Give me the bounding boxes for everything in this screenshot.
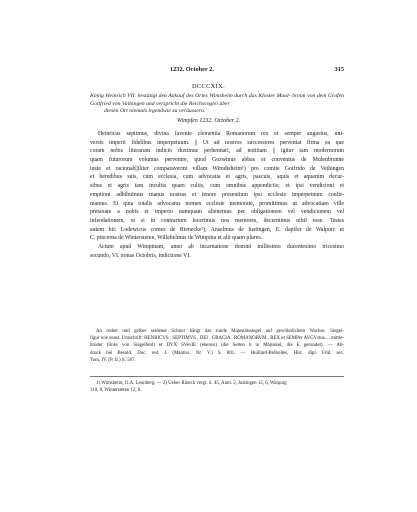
- charter-text: [90, 130, 344, 260]
- text-line: Actum apud Wimpinam, anno ab incarnatione domini millesimo ducentesimo tricesimo: [98, 243, 344, 250]
- regest-summary: [90, 93, 344, 116]
- regest-line: König Heinrich VII. bestätigt den Ankauf des Ortes Wimsheim durch das Kloster Maul-: [90, 93, 291, 99]
- text-line: mamus. Et quia totalis advocatus nomen ecclesie memorate, promittimus ut advocatiam ville: [90, 200, 344, 207]
- page-number: 315: [334, 66, 344, 73]
- text-line: Heinricus septimus, divina favente clementia Romanorum rex et semper augustus, uni-: [98, 131, 344, 137]
- document-number: DCCCXIX.: [191, 83, 226, 90]
- footnotes: [90, 380, 344, 394]
- header-date: 1232. October 2.: [170, 66, 214, 73]
- text-line: infeodationem, et si in contrarium fecerimus nos memores, decernimus nihil esse. Testes: [90, 217, 344, 224]
- place-and-date: Wimpfen 1232. October 2.: [176, 118, 241, 124]
- text-line: coram nobis literarum indicio duximus perhennari, ad notitiam || igitur tam modernorum: [90, 148, 344, 155]
- text-line: versis imperii fidelibus imperpetuum. || Ut ad nostros successores perveniat firma ea que: [90, 139, 344, 146]
- note-line: An rother und gelber seidener Schnur hängt das runde Majestätssiegel auf gewöhnlichem Wachse. Siegel-: [96, 329, 344, 334]
- text-line: pretaxate a nobis et imperio numquam alienemus per obligationem vel vendicionem vel: [90, 209, 344, 216]
- text-line: quam futurorum volumus pervenire, quod Gozwinus abbas et conventus de Mulenbrunne: [90, 157, 344, 164]
- footnote-line: 110, 8, Wintersteten 12, 8.: [90, 388, 142, 394]
- running-header: [90, 66, 344, 76]
- seal-description-note: [90, 328, 344, 364]
- text-line: emptioni adhibuimus manus nostras et tenore presentium ipsi ecclesie imperpetuum confir-: [90, 191, 344, 198]
- note-line: Tom. IV. (P. II.) S. 587.: [90, 357, 136, 363]
- text-line: secundo, VI. nonas Octobris, indictione VI.: [90, 252, 191, 259]
- footnote-line: 1) Wimsheim, O.A. Leonberg. — 2) Ueber Rineck vergl. S. 45, Anm. 2, Justingen 12, 6, Walpurg: [96, 381, 287, 386]
- text-line: et heredibus suis, cum ecclesia, cum advocatia et agris, pascuis, aquis et aquarum decur-: [90, 174, 344, 181]
- regest-line: diesen Ort niemals irgendwie zu veräussern.: [104, 108, 206, 115]
- text-line: C. pincerna de Wintersteten, Willehelmus de Wimpina et alii quam plures.: [90, 235, 263, 242]
- note-line: figur wie sonst. Umschrift: HENRICVS . SEPTIMVS . DEI . GRACIA . ROMANORVM . REX et SEMPer AVGVstus.... mittle-: [90, 336, 344, 342]
- text-line: autem hii: Lodewicus comes de Rienecke²), Anselmus de Iustingen, E. dapifer de Walpurc et: [90, 226, 344, 233]
- regest-line: bronn von dem Grafen Gottfried von Vaihingen und verspricht die Reichsvogtei über: [90, 93, 344, 107]
- note-line: brüder (links von Siegelfeld) et DVX SVevIE (ebenso) (die Seiten b in Majuskel, die E gerundet). — Ab-: [90, 343, 344, 349]
- text-line: sibus et agris tam incultis quam cultis, cum omnibus appendiciis; et ipsi vendicioni et: [90, 183, 344, 190]
- text-line: iuste et racionab||iliter comparaverint villam Wimdisheim¹) pro comite Gotfrido de Veihingen: [90, 165, 344, 172]
- note-line: druck bei Besold, Doc. red. I. (Mantiss. Nr. V.) S. 801. — Huillard-Bréholles, Hist. dipl. Frid. sec.: [90, 350, 344, 356]
- footnote-divider: [90, 376, 344, 377]
